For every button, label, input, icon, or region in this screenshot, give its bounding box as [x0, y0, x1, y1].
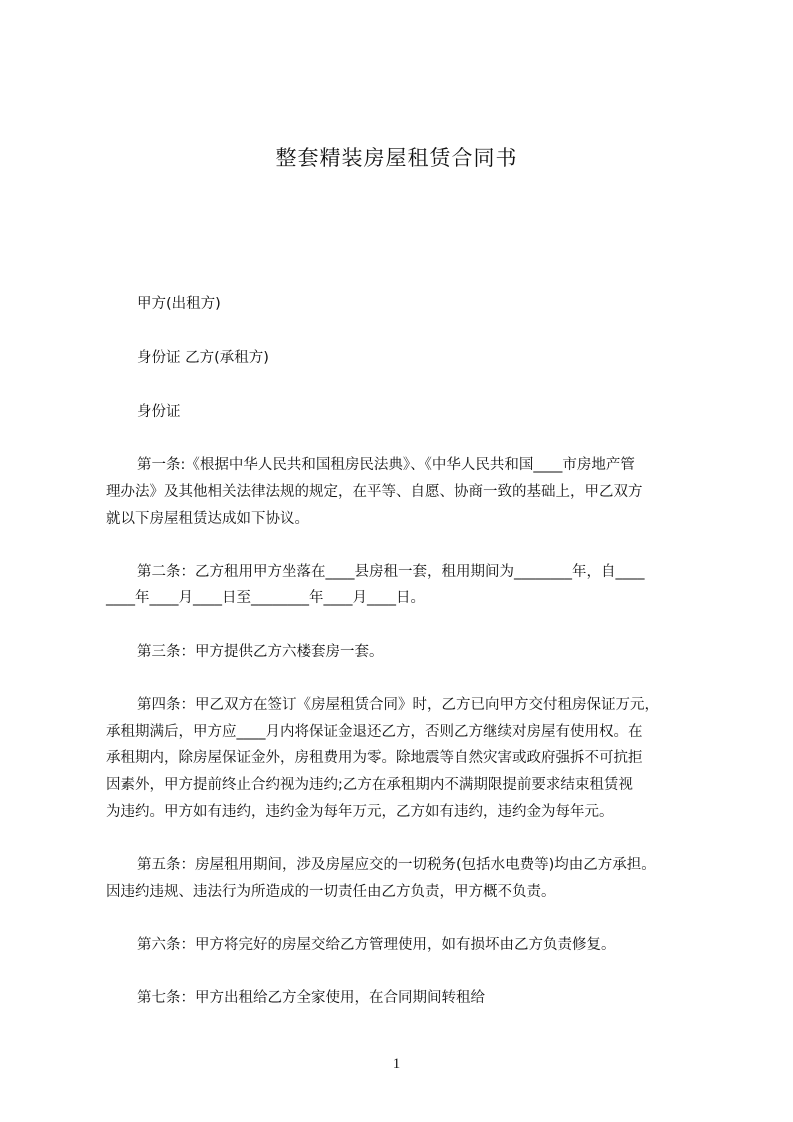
article-3-line-1: 第三条：甲方提供乙方六楼套房一套。 — [137, 644, 384, 660]
article-4-line-4: 因素外，甲方提前终止合约视为违约;乙方在承租期内不满期限提前要求结束租赁视 — [106, 777, 633, 793]
article-4-line-3: 承租期内，除房屋保证金外，房租费用为零。除地震等自然灾害或政府强拆不可抗拒 — [106, 750, 643, 766]
article-2-line-1: 第二条：乙方租用甲方坐落在____县房租一套，租用期间为________年，自____ — [137, 564, 645, 580]
article-1-line-3: 就以下房屋租赁达成如下协议。 — [106, 511, 309, 527]
article-2-line-2: ____年____月____日至________年____月____日。 — [106, 590, 425, 606]
id-card-party-b-line: 身份证 乙方(承租方) — [137, 350, 269, 366]
article-7-line-1: 第七条：甲方出租给乙方全家使用，在合同期间转租给 — [137, 990, 485, 1006]
article-4-line-2: 承租期满后，甲方应____月内将保证金退还乙方，否则乙方继续对房屋有使用权。在 — [106, 724, 643, 740]
article-5-line-2: 因违约违规、违法行为所造成的一切责任由乙方负责，甲方概不负责。 — [106, 884, 556, 900]
id-card-line: 身份证 — [137, 404, 181, 420]
document-title: 整套精装房屋租赁合同书 — [275, 146, 518, 170]
article-5-line-1: 第五条：房屋租用期间，涉及房屋应交的一切税务(包括水电费等)均由乙方承担。 — [137, 857, 656, 873]
party-a-line: 甲方(出租方) — [137, 296, 221, 312]
article-1-line-1: 第一条:《根据中华人民共和国租房民法典》、《中华人民共和国____市房地产管 — [137, 457, 635, 473]
article-4-line-5: 为违约。甲方如有违约，违约金为每年万元，乙方如有违约，违约金为每年元。 — [106, 804, 614, 820]
page-number: 1 — [392, 1056, 401, 1072]
article-4-line-1: 第四条：甲乙双方在签订《房屋租赁合同》时，乙方已向甲方交付租房保证万元， — [137, 697, 659, 713]
article-6-line-1: 第六条：甲方将完好的房屋交给乙方管理使用，如有损坏由乙方负责修复。 — [137, 937, 616, 953]
article-1-line-2: 理办法》及其他相关法律法规的规定，在平等、自愿、协商一致的基础上，甲乙双方 — [106, 484, 643, 500]
